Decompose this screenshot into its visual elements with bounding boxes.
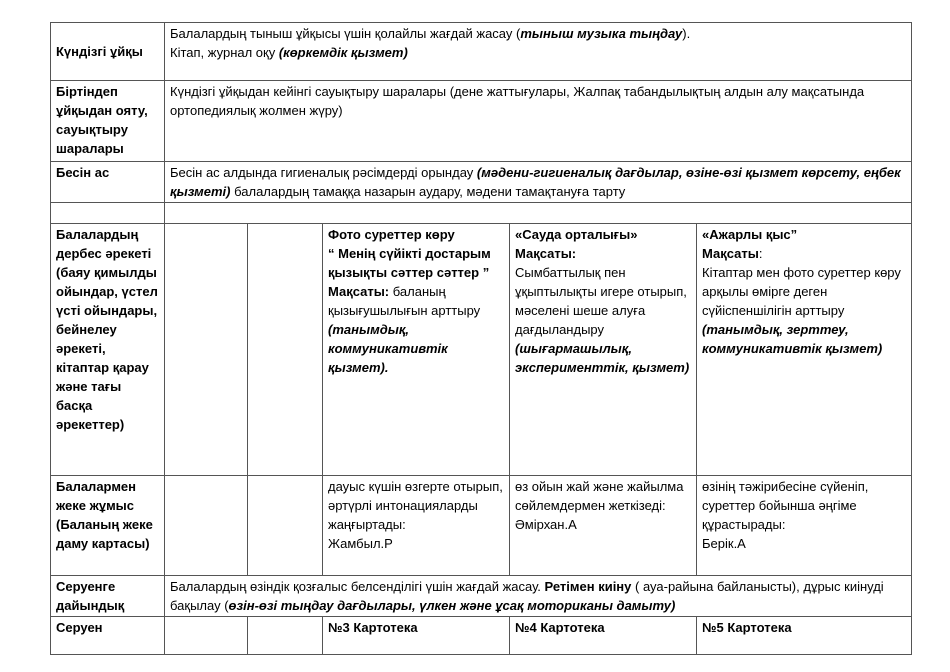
- prep-text-b: Ретімен киіну: [544, 579, 632, 594]
- activity-col4-activity: (шығармашылық, эксперименттік, қызмет): [515, 341, 690, 375]
- individual-col4: [510, 476, 697, 576]
- wake-label: Біртіндеп ұйқыдан ояту, сауықтыру шаралары: [51, 81, 165, 162]
- activity-col1: [165, 224, 248, 476]
- activity-col3-title2: “ Менің сүйікті достарым қызықты сәттер сәттер ”: [328, 246, 491, 280]
- nap-label: Күндізгі ұйқы: [51, 23, 165, 81]
- prep-label: Серуенге дайындық: [51, 576, 165, 617]
- walk-col3: №3 Картотека: [323, 617, 510, 655]
- activity-col5-goal-text: Кітаптар мен фото суреттер көру арқылы өмірге деген сүйіспеншілігін арттыру: [702, 265, 901, 318]
- prep-text-d: өзін-өзі тыңдау дағдылары, үлкен және ұсақ моториканы дамыту): [228, 598, 676, 613]
- walk-label: Серуен: [51, 617, 165, 655]
- activity-col3-title1: Фото суреттер көру: [328, 227, 455, 242]
- activity-col5-goal-label: Мақсаты: [702, 246, 759, 261]
- activity-col3: [323, 224, 510, 476]
- nap-line1-a: Балалардың тыныш ұйқысы үшін қолайлы жағдай жасау (: [170, 26, 521, 41]
- individual-col2: [248, 476, 323, 576]
- individual-col4-name: Әмірхан.А: [515, 517, 577, 532]
- snack-content: [165, 162, 912, 203]
- walk-col1: [165, 617, 248, 655]
- nap-line2-a: Кітап, журнал оқу: [170, 45, 279, 60]
- activity-col4-goal-label: Мақсаты:: [515, 246, 577, 261]
- individual-col5-text: өзінің тәжірибесіне сүйеніп, суреттер бойынша әңгіме құрастырады:: [702, 479, 869, 532]
- row-prep: [51, 576, 912, 617]
- activity-label: Балалардың дербес әрекеті (баяу қимылды ойындар, үстел үсті ойындары, бейнелеу әрекеті, кітаптар қарау және тағы басқа әрекеттер): [51, 224, 165, 476]
- activity-col5-title: «Ажарлы қыс”: [702, 227, 798, 242]
- activity-col3-goal-text: баланың қызығушылығын арттыру: [328, 284, 481, 318]
- row-wake: [51, 81, 912, 162]
- activity-col4: [510, 224, 697, 476]
- prep-content: [165, 576, 912, 617]
- walk-col5: №5 Картотека: [697, 617, 912, 655]
- activity-col5: [697, 224, 912, 476]
- individual-col3-name: Жамбыл.Р: [328, 536, 393, 551]
- row-activity: [51, 224, 912, 476]
- row-nap: [51, 23, 912, 81]
- individual-col4-text: өз ойын жай және жайылма сөйлемдермен жеткізеді:: [515, 479, 684, 513]
- activity-col4-goal-text: Сымбаттылық пен ұқыптылықты игере отырып, мәселені шеше алуға дағдыландыру: [515, 265, 687, 337]
- row-spacer: [51, 203, 912, 224]
- activity-col4-title: «Сауда орталығы»: [515, 227, 638, 242]
- snack-text-a: Бесін ас алдында гигиеналық рәсімдерді орындау: [170, 165, 477, 180]
- activity-col5-goal-colon: :: [758, 246, 763, 261]
- activity-col3-activity: (танымдық, коммуникативтік қызмет).: [328, 322, 448, 375]
- individual-col5: [697, 476, 912, 576]
- nap-line2-b: (көркемдік қызмет): [278, 45, 408, 60]
- prep-text-a: Балалардың өзіндік қозғалыс белсенділігі үшін жағдай жасау.: [170, 579, 545, 594]
- individual-col1: [165, 476, 248, 576]
- snack-label: Бесін ас: [51, 162, 165, 203]
- schedule-table: [50, 22, 912, 655]
- individual-label: Балалармен жеке жұмыс (Баланың жеке даму картасы): [51, 476, 165, 576]
- activity-col3-goal-label: Мақсаты:: [328, 284, 390, 299]
- individual-col3-text: дауыс күшін өзгерте отырып, әртүрлі интонацияларды жаңғыртады:: [328, 479, 503, 532]
- nap-line1-c: ).: [682, 26, 691, 41]
- activity-col2: [248, 224, 323, 476]
- row-walk: [51, 617, 912, 655]
- spacer-cell-1: [51, 203, 165, 224]
- individual-col3: [323, 476, 510, 576]
- row-individual: [51, 476, 912, 576]
- row-snack: [51, 162, 912, 203]
- prep-text-c: ( ауа-райына байланысты), дұрыс киінуді бақылау (: [170, 579, 884, 613]
- wake-content: Күндізгі ұйқыдан кейінгі сауықтыру шаралары (дене жаттығулары, Жалпақ табандылықтың алдын алу мақсатында ортопедиялық жолмен жүру): [165, 81, 912, 162]
- walk-col2: [248, 617, 323, 655]
- activity-col5-activity: (танымдық, зерттеу, коммуникативтік қызмет): [702, 322, 883, 356]
- nap-content: [165, 23, 912, 81]
- walk-col4: №4 Картотека: [510, 617, 697, 655]
- nap-line1-b: тыныш музыка тыңдау: [520, 26, 683, 41]
- snack-text-c: балалардың тамаққа назарын аудару, мәдени тамақтануға тарту: [230, 184, 626, 199]
- spacer-cell-2: [165, 203, 912, 224]
- snack-text-b: (мәдени-гигиеналық дағдылар, өзіне-өзі қызмет көрсету, еңбек қызметі): [170, 165, 901, 199]
- individual-col5-name: Берік.А: [702, 536, 746, 551]
